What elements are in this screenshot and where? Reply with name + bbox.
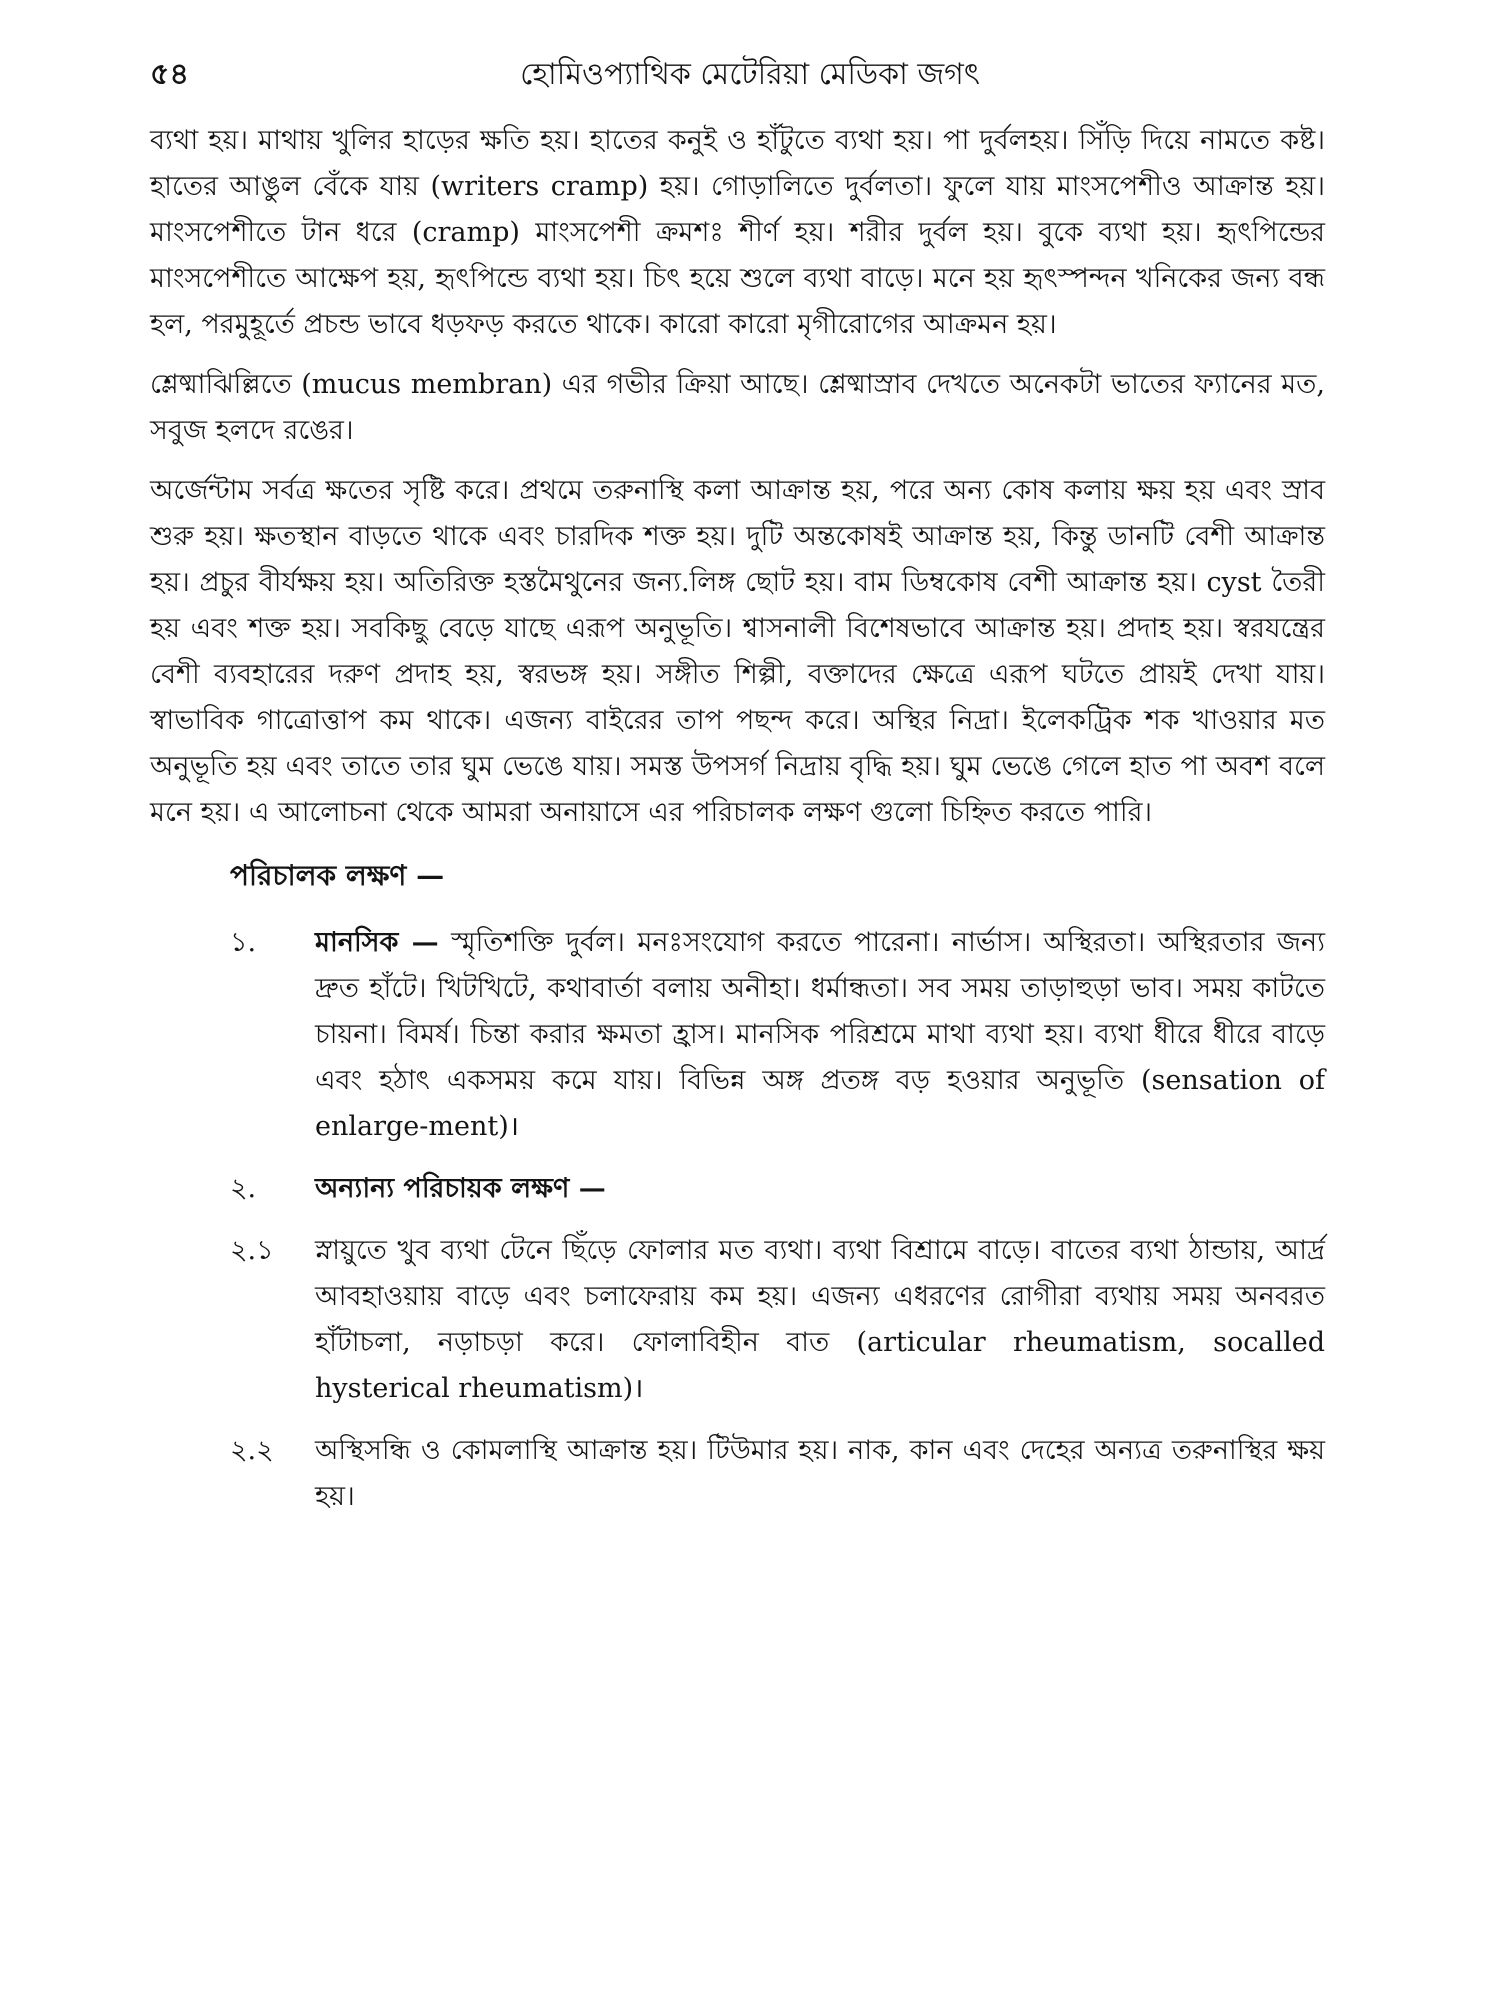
page-number: ৫৪ xyxy=(150,57,189,92)
page-body xyxy=(150,118,1325,1536)
item-description: স্নায়ুতে খুব ব্যথা টেনে ছিঁড়ে ফোলার মত ব্যথা। ব্যথা বিশ্রামে বাড়ে। বাতের ব্যথা ঠান্ডায়, আর্দ্র আবহাওয়ায় বাড়ে এবং চলাফেরায় কম হয়। এজন্য এধরণের রোগীরা ব্যথায় সময় অনবরত হাঁটাচলা, নড়াচড়া করে। ফোলাবিহীন বাত (articular rheumatism, socalled hysterical rheumatism)। xyxy=(315,1235,1325,1404)
paragraph: শ্লেষ্মাঝিল্লিতে (mucus membran) এর গভীর ক্রিয়া আছে। শ্লেষ্মাস্রাব দেখতে অনেকটা ভাতের ফ্যানের মত, সবুজ হলদে রঙের। xyxy=(150,369,1325,446)
list-item xyxy=(230,1228,1325,1412)
paragraph: ব্যথা হয়। মাথায় খুলির হাড়ের ক্ষতি হয়। হাতের কনুই ও হাঁটুতে ব্যথা হয়। পা দুর্বলহয়। সিঁড়ি দিয়ে নামতে কষ্ট। হাতের আঙুল বেঁকে যায় (writers cramp) হয়। গোড়ালিতে দুর্বলতা। ফুলে যায় মাংসপেশীও আক্রান্ত হয়। মাংসপেশীতে টান ধরে (cramp) মাংসপেশী ক্রমশঃ শীর্ণ হয়। শরীর দুর্বল হয়। বুকে ব্যথা হয়। হৃৎপিন্ডের মাংসপেশীতে আক্ষেপ হয়, হৃৎপিন্ডে ব্যথা হয়। চিৎ হয়ে শুলে ব্যথা বাড়ে। মনে হয় হৃৎস্পন্দন খনিকের জন্য বন্ধ হল, পরমুহূর্তে প্রচন্ড ভাবে ধড়ফড় করতে থাকে। কারো কারো মৃগীরোগের আক্রমন হয়। xyxy=(150,125,1325,340)
page-header xyxy=(150,50,1350,100)
section-heading: পরিচালক লক্ষণ — xyxy=(230,859,445,892)
item-description: অস্থিসন্ধি ও কোমলাস্থি আক্রান্ত হয়। টিউমার হয়। নাক, কান এবং দেহের অন্যত্র তরুনাস্থির ক্ষয় হয়। xyxy=(315,1435,1325,1512)
item-label: মানসিক — xyxy=(315,927,439,958)
list-item xyxy=(230,1166,1325,1212)
list-item xyxy=(230,1428,1325,1520)
item-text xyxy=(315,920,1325,1150)
item-description: স্মৃতিশক্তি দুর্বল। মনঃসংযোগ করতে পারেনা। নার্ভাস। অস্থিরতা। অস্থিরতার জন্য দ্রুত হাঁটে। খিটখিটে, কথাবার্তা বলায় অনীহা। ধর্মান্ধতা। সব সময় তাড়াহুড়া ভাব। সময় কাটতে চায়না। বিমর্ষ। চিন্তা করার ক্ষমতা হ্রাস। মানসিক পরিশ্রমে মাথা ব্যথা হয়। ব্যথা ধীরে ধীরে বাড়ে এবং হঠাৎ একসময় কমে যায়। বিভিন্ন অঙ্গ প্রতঙ্গ বড় হওয়ার অনুভূতি (sensation of enlarge-ment)। xyxy=(315,927,1326,1142)
list-item xyxy=(230,920,1325,1150)
paragraph: অর্জেন্টাম সর্বত্র ক্ষতের সৃষ্টি করে। প্রথমে তরুনাস্থি কলা আক্রান্ত হয়, পরে অন্য কোষ কলায় ক্ষয় হয় এবং স্রাব শুরু হয়। ক্ষতস্থান বাড়তে থাকে এবং চারদিক শক্ত হয়। দুটি অন্তকোষই আক্রান্ত হয়, কিন্তু ডানটি বেশী আক্রান্ত হয়। প্রচুর বীর্যক্ষয় হয়। অতিরিক্ত হস্তমৈথুনের জন্য.লিঙ্গ ছোট হয়। বাম ডিম্বকোষ বেশী আক্রান্ত হয়। cyst তৈরী হয় এবং শক্ত হয়। সবকিছু বেড়ে যাছে এরূপ অনুভূতি। শ্বাসনালী বিশেষভাবে আক্রান্ত হয়। প্রদাহ হয়। স্বরযন্ত্রের বেশী ব্যবহারের দরুণ প্রদাহ হয়, স্বরভঙ্গ হয়। সঙ্গীত শিল্পী, বক্তাদের ক্ষেত্রে এরূপ ঘটতে প্রায়ই দেখা যায়। স্বাভাবিক গাত্রোত্তাপ কম থাকে। এজন্য বাইরের তাপ পছন্দ করে। অস্থির নিদ্রা। ইলেকট্রিক শক খাওয়ার মত অনুভূতি হয় এবং তাতে তার ঘুম ভেঙে যায়। সমস্ত উপসর্গ নিদ্রায় বৃদ্ধি হয়। ঘুম ভেঙে গেলে হাত পা অবশ বলে মনে হয়। এ আলোচনা থেকে আমরা অনায়াসে এর পরিচালক লক্ষণ গুলো চিহ্নিত করতে পারি। xyxy=(150,475,1325,828)
item-number: ২. xyxy=(230,1173,257,1204)
item-number: ১. xyxy=(230,927,257,958)
running-title: হোমিওপ্যাথিক মেটেরিয়া মেডিকা জগৎ xyxy=(520,57,980,92)
item-heading: অন্যান্য পরিচায়ক লক্ষণ — xyxy=(315,1173,606,1204)
item-number: ২.২ xyxy=(230,1435,274,1466)
item-number: ২.১ xyxy=(230,1235,274,1266)
